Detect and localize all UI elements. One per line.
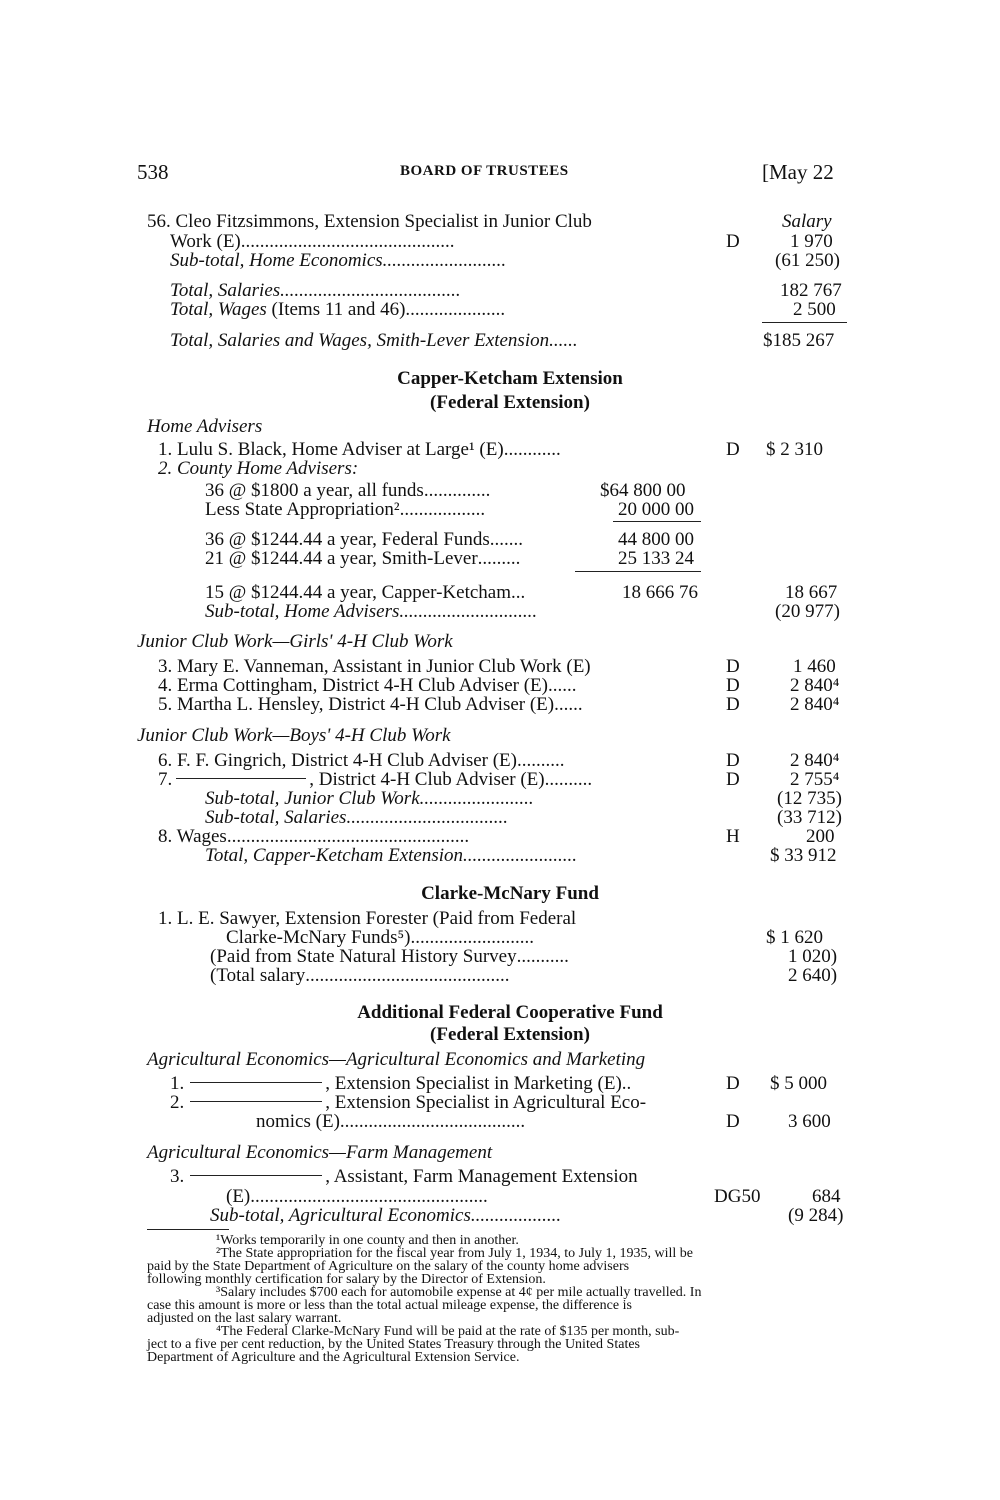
subtotal-ag-econ-label: Sub-total, Agricultural Economics................... — [210, 1205, 562, 1226]
footnote-1: ¹Works temporarily in one county and then in another. — [216, 1233, 519, 1248]
section-title-clarke-mcnary: Clarke-McNary Fund — [421, 883, 599, 904]
item-6-code: D — [726, 750, 740, 771]
item-3-code: D — [726, 656, 740, 677]
total-salaries-wages-label: Total, Salaries and Wages, Smith-Lever Extension...... — [170, 330, 578, 351]
clarke-mcnary-federal-amount: $ 1 620 — [766, 927, 823, 948]
total-salaries-amount: 182 767 — [780, 280, 842, 301]
calc-line-3-amount: 44 800 00 — [618, 529, 694, 550]
af-item-2-code: D — [726, 1111, 740, 1132]
home-advisers-heading: Home Advisers — [147, 416, 263, 437]
item-7-code: D — [726, 769, 740, 790]
clarke-mcnary-total-amount: 2 640) — [788, 965, 838, 986]
junior-club-boys-heading: Junior Club Work—Boys' 4-H Club Work — [137, 725, 451, 746]
clarke-mcnary-line-4: (Total salary........................................... — [210, 965, 510, 986]
calc-rule-1 — [613, 521, 701, 522]
footnote-3-line3: adjusted on the last salary warrant. — [147, 1311, 342, 1326]
subtotal-salaries-amount: (33 712) — [777, 807, 842, 828]
item-1-code: D — [726, 439, 740, 460]
calc-line-2: Less State Appropriation².................. — [205, 499, 486, 520]
subtotal-home-advisers-label: Sub-total, Home Advisers............................. — [205, 601, 538, 622]
subtotal-junior-club-amount: (12 735) — [777, 788, 842, 809]
page-number: 538 — [137, 160, 169, 184]
total-capper-ketcham-label: Total, Capper-Ketcham Extension........................ — [205, 845, 578, 866]
farm-management-heading: Agricultural Economics—Farm Management — [147, 1142, 493, 1163]
item-56-amount: 1 970 — [790, 231, 833, 252]
subtotal-ag-econ-amount: (9 284) — [788, 1205, 844, 1226]
calc-line-2-amount: 20 000 00 — [618, 499, 694, 520]
clarke-mcnary-line-3: (Paid from State Natural History Survey........... — [210, 946, 569, 967]
calc-line-3: 36 @ $1244.44 a year, Federal Funds....... — [205, 529, 524, 550]
section-subtitle-federal-extension: (Federal Extension) — [430, 392, 590, 413]
item-3-vanneman: 3. Mary E. Vanneman, Assistant in Junior Club Work (E) — [158, 656, 591, 677]
footnote-4-line3: Department of Agriculture and the Agricultural Extension Service. — [147, 1350, 520, 1365]
item-1-amount: $ 2 310 — [766, 439, 823, 460]
af-item-3: 3. , Assistant, Farm Management Extension — [170, 1166, 638, 1187]
calc-rule-2 — [575, 571, 701, 572]
footnote-4-line1: ⁴The Federal Clarke-McNary Fund will be paid at the rate of $135 per month, sub- — [216, 1324, 680, 1339]
item-56-line1: 56. Cleo Fitzsimmons, Extension Specialist in Junior Club — [147, 211, 592, 232]
calc-line-4: 21 @ $1244.44 a year, Smith-Lever......... — [205, 548, 521, 569]
item-5-amount: 2 840⁴ — [790, 694, 840, 715]
calc-line-5: 15 @ $1244.44 a year, Capper-Ketcham... — [205, 582, 526, 603]
af-item-2-cont: nomics (E)....................................... — [256, 1111, 526, 1132]
running-head-title: BOARD OF TRUSTEES — [400, 163, 569, 179]
item-5-hensley: 5. Martha L. Hensley, District 4-H Club Adviser (E)...... — [158, 694, 583, 715]
footnote-2-line1: ²The State appropriation for the fiscal year from July 1, 1934, to July 1, 1935, will be — [216, 1246, 693, 1261]
total-capper-ketcham-amount: $ 33 912 — [770, 845, 837, 866]
af-item-3-code: DG50 — [714, 1186, 761, 1207]
footnote-3-line2: case this amount is more or less than the total actual mileage expense, the difference is — [147, 1298, 632, 1313]
ag-econ-marketing-heading: Agricultural Economics—Agricultural Economics and Marketing — [147, 1049, 646, 1070]
sum-rule — [762, 322, 847, 323]
af-item-2: 2. , Extension Specialist in Agricultural Eco- — [170, 1092, 647, 1113]
item-7-vacant: 7. , District 4-H Club Adviser (E).......... — [158, 769, 593, 790]
section-title-additional-federal: Additional Federal Cooperative Fund — [357, 1002, 663, 1023]
af-item-1-code: D — [726, 1073, 740, 1094]
clarke-mcnary-line-2: Clarke-McNary Funds⁵).......................... — [226, 927, 534, 948]
subtotal-home-advisers-amount: (20 977) — [775, 601, 840, 622]
footnote-2-line3: following monthly certification for salary by the Director of Extension. — [147, 1272, 546, 1287]
subtotal-salaries-label: Sub-total, Salaries.................................. — [205, 807, 508, 828]
item-4-amount: 2 840⁴ — [790, 675, 840, 696]
subtotal-junior-club-label: Sub-total, Junior Club Work........................ — [205, 788, 534, 809]
section-title-capper-ketcham: Capper-Ketcham Extension — [397, 368, 623, 389]
clarke-mcnary-state-amount: 1 020) — [788, 946, 838, 967]
item-3-amount: 1 460 — [793, 656, 836, 677]
footnote-rule — [147, 1229, 229, 1230]
af-item-1: 1. , Extension Specialist in Marketing (E).. — [170, 1073, 632, 1094]
subtotal-home-economics-label: Sub-total, Home Economics.......................... — [170, 250, 507, 271]
af-item-3-cont: (E).................................................. — [226, 1186, 488, 1207]
item-56-line2: Work (E)............................................. — [170, 231, 455, 252]
calc-line-1: 36 @ $1800 a year, all funds.............. — [205, 480, 491, 501]
calc-line-4-amount: 25 133 24 — [618, 548, 694, 569]
footnote-3-line1: ³Salary includes $700 each for automobile expense at 4¢ per mile actually travelled. In — [216, 1285, 702, 1300]
footnote-2-line2: paid by the State Department of Agriculture on the salary of the county home advisers — [147, 1259, 630, 1274]
af-item-3-amount: 684 — [812, 1186, 841, 1207]
clarke-mcnary-line-1: 1. L. E. Sawyer, Extension Forester (Paid from Federal — [158, 908, 577, 929]
item-8-code: H — [726, 826, 740, 847]
item-1-lulu-black: 1. Lulu S. Black, Home Adviser at Large¹ (E)............ — [158, 439, 561, 460]
item-6-amount: 2 840⁴ — [790, 750, 840, 771]
item-4-code: D — [726, 675, 740, 696]
af-item-1-amount: $ 5 000 — [770, 1073, 827, 1094]
af-item-2-amount: 3 600 — [788, 1111, 831, 1132]
total-wages-label: Total, Wages (Items 11 and 46)..................... — [170, 299, 506, 320]
total-salaries-label: Total, Salaries...................................... — [170, 280, 461, 301]
item-4-cottingham: 4. Erma Cottingham, District 4-H Club Adviser (E)...... — [158, 675, 577, 696]
total-wages-amount: 2 500 — [793, 299, 836, 320]
section-subtitle-additional-federal: (Federal Extension) — [430, 1024, 590, 1045]
calc-line-5-amount: 18 666 76 — [622, 582, 698, 603]
salary-column-head: Salary — [782, 211, 832, 232]
junior-club-girls-heading: Junior Club Work—Girls' 4-H Club Work — [137, 631, 453, 652]
total-salaries-wages-amount: $185 267 — [763, 330, 835, 351]
item-7-amount: 2 755⁴ — [790, 769, 840, 790]
item-8-amount: 200 — [806, 826, 835, 847]
item-56-code: D — [726, 231, 740, 252]
item-5-code: D — [726, 694, 740, 715]
item-6-gingrich: 6. F. F. Gingrich, District 4-H Club Adviser (E).......... — [158, 750, 565, 771]
calc-line-1-amount: $64 800 00 — [600, 480, 686, 501]
running-head-date: [May 22 — [762, 160, 834, 184]
item-2-county-home-advisers: 2. County Home Advisers: — [158, 458, 359, 479]
subtotal-home-economics-amount: (61 250) — [775, 250, 840, 271]
calc-line-5-total: 18 667 — [785, 582, 838, 603]
footnote-4-line2: ject to a five per cent reduction, by the United States Treasury through the United States — [147, 1337, 640, 1352]
item-8-wages: 8. Wages................................................... — [158, 826, 470, 847]
